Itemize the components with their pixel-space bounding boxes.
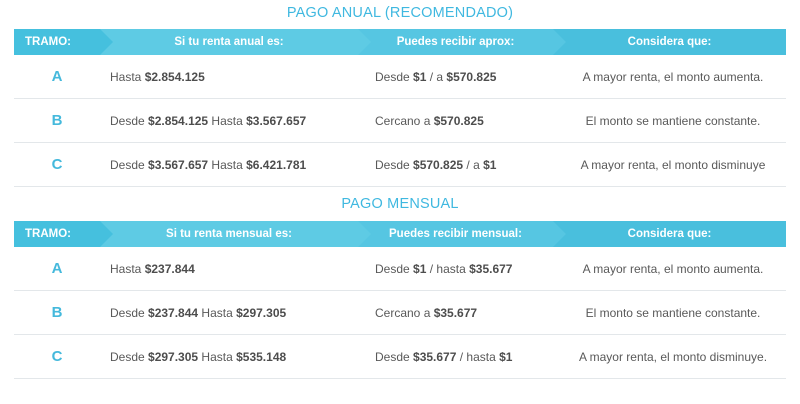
recibir-mid: / hasta — [426, 261, 470, 276]
renta-value-1: $237.844 — [144, 261, 195, 276]
renta-mid: Hasta — [208, 157, 247, 172]
table-header-mensual — [14, 221, 786, 247]
renta-value-1: $297.305 — [148, 349, 199, 364]
recibir-prefix: Desde — [375, 157, 414, 172]
renta-mid: Hasta — [198, 349, 237, 364]
cell-tramo: A — [51, 68, 63, 85]
recibir-value-1: $35.677 — [413, 349, 457, 364]
recibir-value-2: $570.825 — [446, 69, 497, 84]
renta-value-2: $6.421.781 — [246, 157, 307, 172]
renta-prefix: Hasta — [110, 69, 145, 84]
renta-mid: Hasta — [198, 305, 237, 320]
cell-considera: A mayor renta, el monto disminuye. — [578, 349, 768, 364]
section-title-anual: PAGO ANUAL (RECOMENDADO) — [286, 5, 514, 21]
cell-considera: A mayor renta, el monto aumenta. — [582, 261, 764, 276]
cell-considera: A mayor renta, el monto aumenta. — [582, 69, 764, 84]
table-body-mensual — [14, 247, 786, 379]
header-cell-renta: Si tu renta mensual es: — [100, 221, 358, 247]
section-pago-anual — [0, 0, 800, 187]
cell-tramo: B — [51, 112, 63, 129]
renta-value-2: $535.148 — [236, 349, 287, 364]
cell-renta — [100, 262, 371, 276]
cell-renta — [100, 70, 371, 84]
recibir-value-2: $1 — [483, 157, 497, 172]
header-cell-considera: Considera que: — [553, 221, 786, 247]
renta-value-1: $237.844 — [148, 305, 199, 320]
cell-tramo: C — [51, 348, 63, 365]
recibir-mid: / a — [426, 69, 447, 84]
table-body-anual — [14, 55, 786, 187]
renta-value-1: $3.567.657 — [148, 157, 209, 172]
recibir-value-2: $1 — [499, 349, 513, 364]
recibir-mid: / a — [463, 157, 484, 172]
cell-considera: El monto se mantiene constante. — [585, 113, 761, 128]
recibir-prefix: Desde — [375, 349, 414, 364]
recibir-prefix: Desde — [375, 69, 414, 84]
cell-recibir — [371, 262, 566, 276]
cell-recibir — [371, 158, 566, 172]
renta-mid: Hasta — [208, 113, 247, 128]
cell-considera: A mayor renta, el monto disminuye — [580, 157, 766, 172]
cell-tramo: B — [51, 304, 63, 321]
renta-value-1: $2.854.125 — [144, 69, 205, 84]
table-row — [14, 335, 786, 379]
header-cell-recibir: Puedes recibir aprox: — [358, 29, 553, 55]
header-cell-considera: Considera que: — [553, 29, 786, 55]
header-cell-tramo: TRAMO: — [14, 221, 100, 247]
renta-prefix: Hasta — [110, 261, 145, 276]
table-row — [14, 99, 786, 143]
table-header-anual — [14, 29, 786, 55]
cell-tramo: C — [51, 156, 63, 173]
renta-prefix: Desde — [110, 157, 149, 172]
recibir-value-2: $35.677 — [469, 261, 513, 276]
renta-value-2: $3.567.657 — [246, 113, 307, 128]
cell-recibir — [371, 114, 566, 128]
recibir-prefix: Desde — [375, 261, 414, 276]
cell-renta — [100, 158, 371, 172]
cell-renta — [100, 306, 371, 320]
cell-renta — [100, 114, 371, 128]
cell-renta — [100, 350, 371, 364]
cell-recibir — [371, 350, 566, 364]
cell-recibir — [371, 306, 566, 320]
recibir-prefix: Cercano a — [375, 113, 434, 128]
recibir-value-1: $570.825 — [413, 157, 464, 172]
recibir-mid: / hasta — [456, 349, 500, 364]
header-cell-renta: Si tu renta anual es: — [100, 29, 358, 55]
cell-considera: El monto se mantiene constante. — [585, 305, 761, 320]
recibir-prefix: Cercano a — [375, 305, 434, 320]
table-row — [14, 55, 786, 99]
renta-value-2: $297.305 — [236, 305, 287, 320]
section-pago-mensual — [0, 187, 800, 379]
renta-prefix: Desde — [110, 113, 149, 128]
table-row — [14, 143, 786, 187]
recibir-value-1: $1 — [413, 69, 427, 84]
table-row — [14, 291, 786, 335]
renta-prefix: Desde — [110, 349, 149, 364]
header-cell-recibir: Puedes recibir mensual: — [358, 221, 553, 247]
recibir-value-1: $570.825 — [433, 113, 484, 128]
cell-recibir — [371, 70, 566, 84]
table-row — [14, 247, 786, 291]
recibir-value-1: $1 — [413, 261, 427, 276]
section-title-mensual: PAGO MENSUAL — [341, 196, 459, 212]
renta-prefix: Desde — [110, 305, 149, 320]
recibir-value-1: $35.677 — [433, 305, 478, 320]
renta-value-1: $2.854.125 — [148, 113, 209, 128]
header-cell-tramo: TRAMO: — [14, 29, 100, 55]
cell-tramo: A — [51, 260, 63, 277]
